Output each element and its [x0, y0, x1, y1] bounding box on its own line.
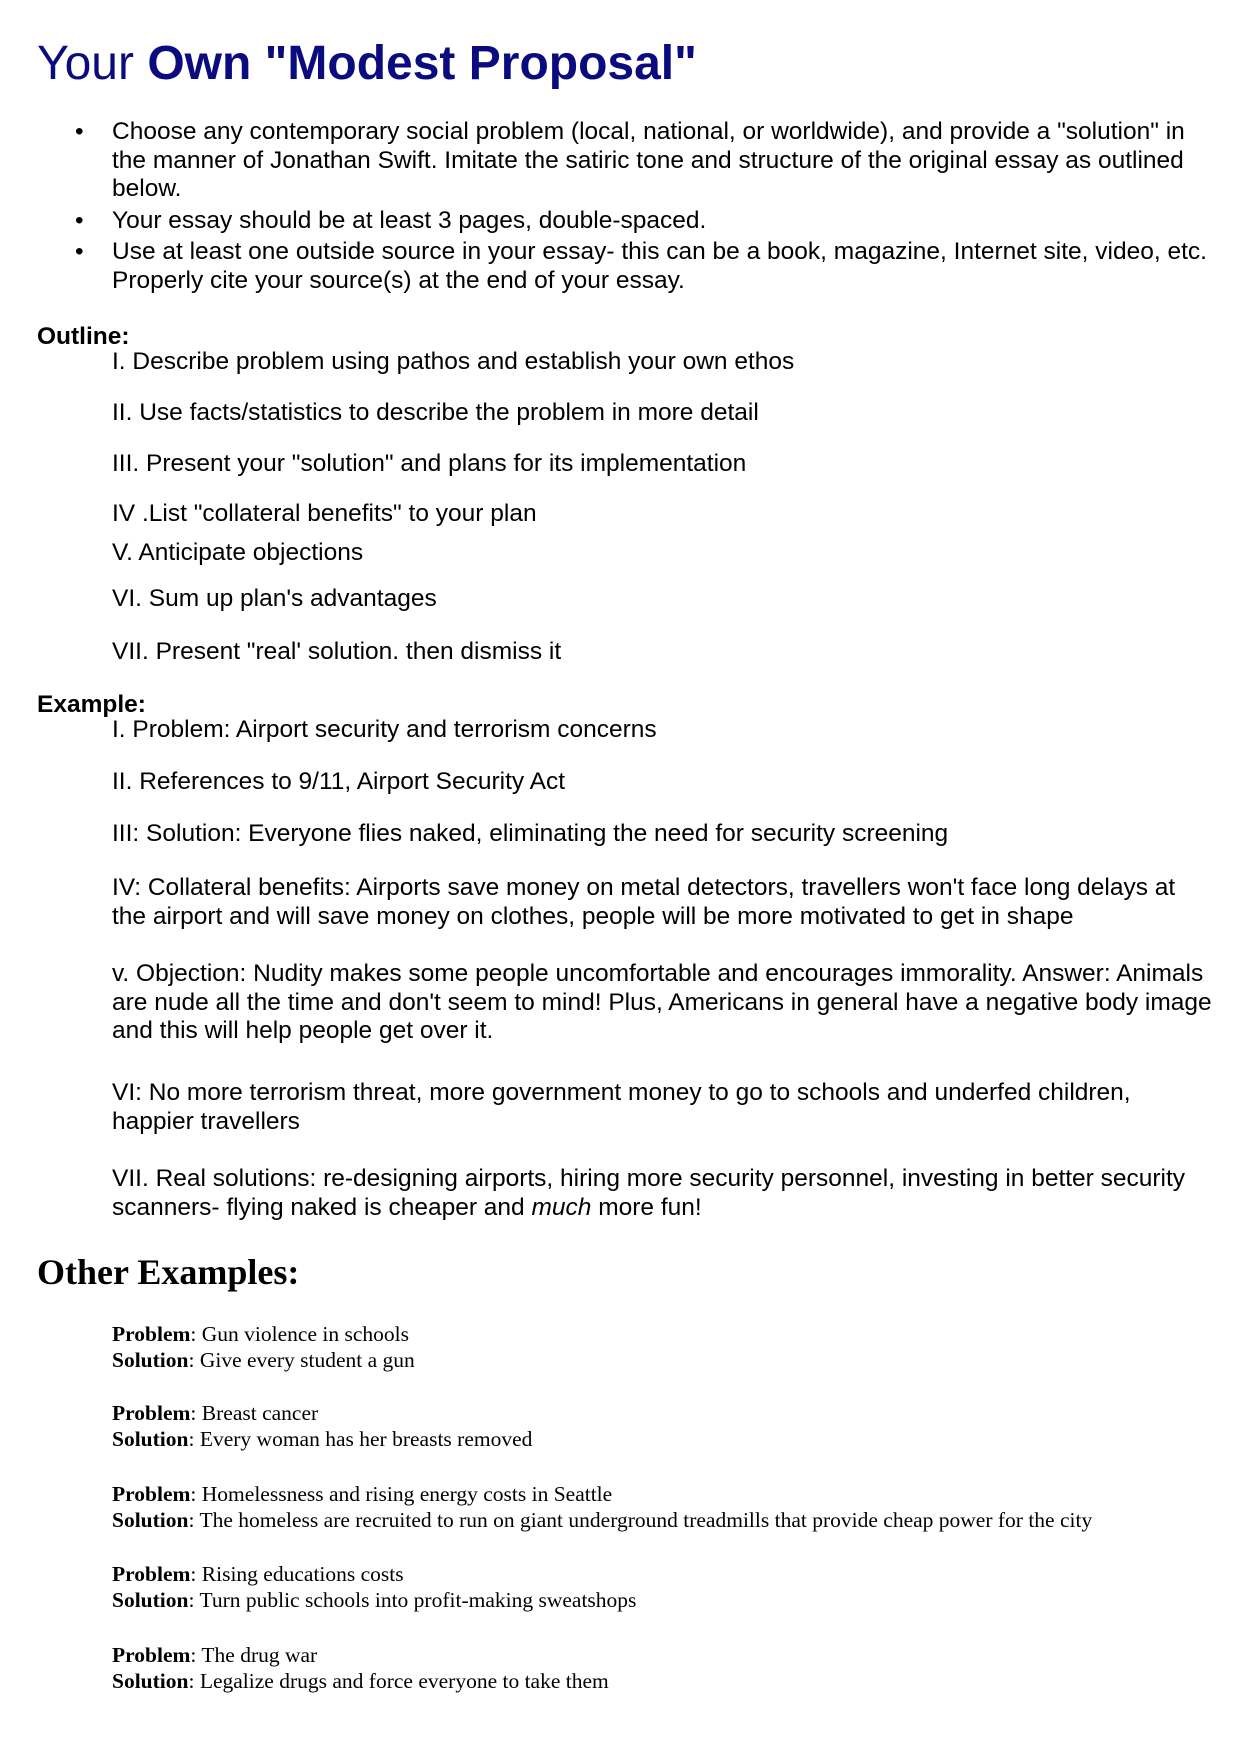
outline-item: II. Use facts/statistics to describe the problem in more detail [112, 399, 759, 426]
solution-label: Solution [112, 1588, 189, 1612]
outline-item: V. Anticipate objections [112, 539, 364, 566]
problem-line [112, 1400, 1212, 1426]
instruction-text: Choose any contemporary social problem (local, national, or worldwide), and provide a "solution" in the manner of Jonathan Swift. Imitate the satiric tone and structure of the original essay as outlined below. [112, 118, 1185, 203]
example-heading: Example: [37, 691, 146, 718]
example-final-emphasis: much [531, 1193, 592, 1221]
bullet-icon: • [75, 118, 84, 145]
problem-label: Problem [112, 1562, 191, 1586]
problem-text: Breast cancer [201, 1401, 319, 1425]
title-normal: Your [37, 37, 148, 90]
instructions-list [0, 118, 1210, 299]
separator: : [188, 1669, 200, 1693]
problem-label: Problem [112, 1401, 191, 1425]
separator: : [188, 1588, 200, 1612]
example-item: II. References to 9/11, Airport Security Act [112, 768, 566, 795]
solution-text: Legalize drugs and force everyone to take them [199, 1669, 609, 1693]
problem-text: Rising educations costs [201, 1562, 404, 1586]
example-item: III: Solution: Everyone flies naked, eliminating the need for security screening [112, 820, 949, 847]
solution-label: Solution [112, 1669, 189, 1693]
separator: : [190, 1562, 202, 1586]
separator: : [190, 1401, 202, 1425]
bullet-icon: • [75, 206, 84, 234]
problem-line [112, 1561, 1212, 1587]
other-examples-heading: Other Examples: [37, 1252, 300, 1292]
problem-text: Homelessness and rising energy costs in Seattle [201, 1482, 613, 1506]
separator: : [188, 1427, 200, 1451]
example-pair [112, 1400, 1212, 1452]
solution-text: Turn public schools into profit-making sweatshops [199, 1588, 637, 1612]
example-pair [112, 1321, 1212, 1373]
solution-label: Solution [112, 1427, 189, 1451]
outline-item: III. Present your "solution" and plans for its implementation [112, 450, 747, 477]
bullet-icon: • [75, 238, 84, 266]
instruction-item [0, 238, 1210, 295]
example-pair [112, 1642, 1212, 1694]
page-title [37, 36, 697, 92]
problem-label: Problem [112, 1322, 191, 1346]
solution-text: Give every student a gun [199, 1348, 415, 1372]
problem-line [112, 1481, 1212, 1507]
solution-label: Solution [112, 1348, 189, 1372]
instruction-text: Your essay should be at least 3 pages, double-spaced. [112, 206, 707, 234]
outline-heading: Outline: [37, 323, 130, 350]
title-bold: Own "Modest Proposal" [147, 37, 697, 90]
example-item: I. Problem: Airport security and terrorism concerns [112, 716, 657, 743]
outline-item: IV .List "collateral benefits" to your plan [112, 500, 537, 527]
solution-text: The homeless are recruited to run on giant underground treadmills that provide cheap power for the city [199, 1508, 1093, 1532]
solution-line [112, 1507, 1212, 1533]
example-final-text: VII. Real solutions: re-designing airports, hiring more security personnel, investing in better security scanners- flying naked is cheaper and [112, 1165, 1186, 1221]
example-item: v. Objection: Nudity makes some people uncomfortable and encourages immorality. Answer: Animals are nude all the time and don't seem to mind! Plus, Americans in general have a negative body image and this will help people get over it. [112, 960, 1212, 1045]
example-item-final [112, 1165, 1212, 1222]
solution-line [112, 1426, 1212, 1452]
outline-item: VI. Sum up plan's advantages [112, 585, 437, 612]
example-pair [112, 1481, 1212, 1533]
separator: : [190, 1482, 202, 1506]
instruction-item [0, 207, 1210, 236]
problem-line [112, 1642, 1212, 1668]
solution-line [112, 1668, 1212, 1694]
solution-line [112, 1587, 1212, 1613]
problem-line [112, 1321, 1212, 1347]
example-item: IV: Collateral benefits: Airports save money on metal detectors, travellers won't face long delays at the airport and will save money on clothes, people will be more motivated to get in shape [112, 874, 1176, 930]
separator: : [190, 1643, 202, 1667]
solution-text: Every woman has her breasts removed [199, 1427, 533, 1451]
example-final-tail: more fun! [591, 1193, 702, 1221]
outline-item: I. Describe problem using pathos and establish your own ethos [112, 348, 795, 375]
instruction-item [0, 118, 1210, 204]
problem-label: Problem [112, 1643, 191, 1667]
separator: : [190, 1322, 202, 1346]
problem-text: The drug war [201, 1643, 318, 1667]
example-pair [112, 1561, 1212, 1613]
problem-label: Problem [112, 1482, 191, 1506]
example-item: VI: No more terrorism threat, more government money to go to schools and underfed children, happier travellers [112, 1079, 1131, 1135]
problem-text: Gun violence in schools [201, 1322, 409, 1346]
separator: : [188, 1508, 200, 1532]
outline-item: VII. Present "real' solution. then dismiss it [112, 638, 562, 665]
solution-line [112, 1347, 1212, 1373]
instruction-text: Use at least one outside source in your essay- this can be a book, magazine, Internet site, video, etc. Properly cite your source(s) at the end of your essay. [112, 238, 1207, 294]
separator: : [188, 1348, 200, 1372]
solution-label: Solution [112, 1508, 189, 1532]
